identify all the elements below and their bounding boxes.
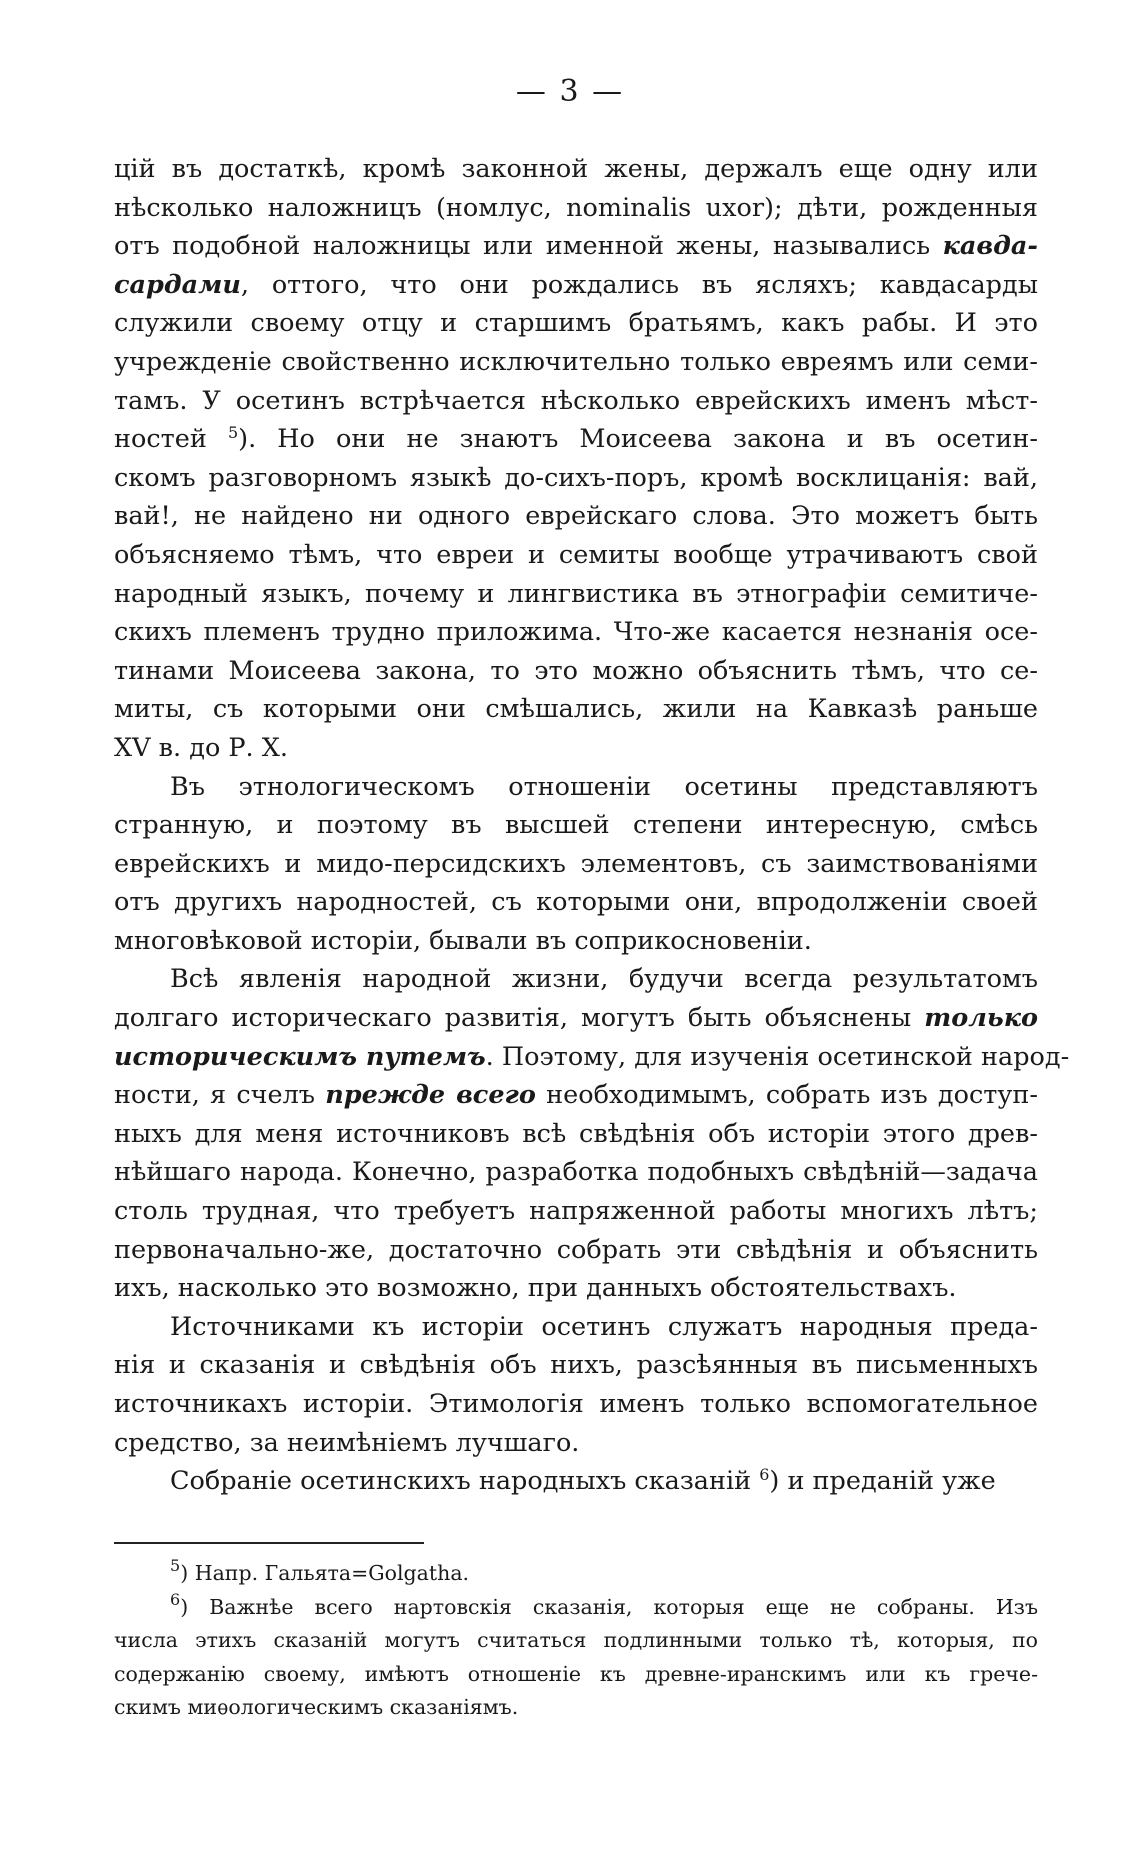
text-line [114,1269,1038,1308]
text-segment: Всѣ явленія народной жизни, будучи всегда результатомъ [170,964,1038,995]
footnote [114,1557,1038,1591]
text-segment: числа этихъ сказаній могутъ считаться подлинными только тѣ, которыя, по [114,1628,1038,1652]
text-segment: содержанію своему, имѣютъ отношеніе къ древне-иранскимъ или къ грече- [114,1661,1038,1686]
text-line [114,922,1038,961]
text-segment: вай!, не найдено ни одного еврейскаго слова. Это можетъ быть [114,501,1038,532]
emphasis-text: только [924,1003,1038,1034]
text-segment: XV в. до Р. X. [114,732,289,763]
text-segment: средство, за неимѣніемъ лучшаго. [114,1427,580,1458]
text-line [114,343,1038,382]
text-line [114,536,1038,575]
emphasis-text: прежде всего [325,1080,536,1111]
text-segment: ныхъ для меня источниковъ всѣ свѣдѣнія объ исторіи этого древ- [114,1118,1038,1149]
text-segment: первоначально-же, достаточно собрать эти свѣдѣнія и объяснить [114,1234,1038,1265]
text-line [114,1038,1070,1077]
text-line [114,227,1038,266]
text-line [114,999,1038,1038]
text-line [114,613,1038,652]
text-line [114,960,1038,999]
emphasis-text: кавда- [942,231,1038,262]
text-line [114,150,1038,189]
text-segment: необходимымъ, собрать изъ доступ- [535,1080,1038,1111]
footnotes [114,1557,1038,1725]
text-line [114,1153,1038,1192]
text-line [114,420,1038,459]
footnote-ref: 5 [227,423,239,443]
page-number: — 3 — [515,74,625,109]
text-line [114,266,1038,305]
text-line [114,1624,1038,1658]
text-line [114,189,1038,228]
text-line [114,768,1038,807]
text-segment: Источниками къ исторіи осетинъ служатъ народныя преда- [170,1311,1038,1342]
footnote [114,1591,1038,1725]
text-segment: тинами Моисеева закона, то это можно объяснить тѣмъ, что се- [114,655,1038,686]
footnote-ref: 6 [170,1589,181,1609]
text-segment: столь трудная, что требуетъ напряженной работы многихъ лѣтъ; [114,1196,1038,1227]
text-segment: ихъ, насколько это возможно, при данныхъ обстоятельствахъ. [114,1273,957,1304]
text-line [114,575,1038,614]
footnote-ref: 6 [759,1465,770,1485]
text-line [114,1192,1038,1231]
text-segment: ) и преданій уже [769,1466,996,1497]
paragraph [114,1462,1038,1501]
text-line [114,652,1038,691]
text-line [114,883,1038,922]
text-line [114,382,1038,421]
paragraph [114,768,1038,961]
footnote-ref: 5 [170,1556,181,1575]
text-segment: скимъ миѳологическимъ сказаніямъ. [114,1695,519,1719]
text-line [114,459,1038,498]
text-segment: источникахъ исторіи. Этимологія именъ только вспомогательное [114,1389,1038,1419]
text-line [114,1424,1038,1463]
text-segment: миты, съ которыми они смѣшались, жили на Кавказѣ раньше [114,694,1038,725]
text-line [114,806,1038,845]
text-line [114,1346,1038,1385]
text-segment: долгаго историческаго развитія, могутъ быть объяснены [114,1003,925,1034]
text-segment: ). Но они не знаютъ Моисеева закона и въ осетин- [238,424,1038,455]
text-segment: нія и сказанія и свѣдѣнія объ нихъ, разсѣянныя въ письменныхъ [114,1350,1038,1381]
emphasis-text: сардами [114,269,241,300]
text-line [114,1591,1038,1625]
text-line [114,1385,1038,1424]
text-segment: нѣсколько наложницъ (номлус, nominalis uxor); дѣти, рожденныя [114,192,1038,223]
text-line [114,729,1038,768]
text-segment: еврейскихъ и мидо-персидскихъ элементовъ, съ заимствованіями [114,848,1038,879]
text-segment: . Поэтому, для изученія осетинской народ- [485,1041,1070,1072]
text-segment: цій въ достаткѣ, кромѣ законной жены, держалъ еще одну или [114,154,1038,184]
text-segment: служили своему отцу и старшимъ братьямъ, какъ рабы. И это [114,308,1038,339]
text-segment: ностей [114,424,228,455]
emphasis-text: историческимъ путемъ [114,1041,486,1072]
paragraph [114,150,1038,768]
text-line [114,1231,1038,1270]
text-segment: ) Напр. Гальята=Golgatha. [180,1561,470,1585]
text-segment: отъ другихъ народностей, съ которыми они, впродолженіи своей [114,887,1038,918]
text-segment: объясняемо тѣмъ, что евреи и семиты вообще утрачиваютъ свой [114,539,1038,570]
text-segment: скомъ разговорномъ языкѣ до-сихъ-поръ, кромѣ восклицанія: вай, [114,462,1038,493]
text-segment: отъ подобной наложницы или именной жены, назывались [114,231,943,262]
text-segment: нѣйшаго народа. Конечно, разработка подобныхъ свѣдѣній—задача [114,1157,1038,1188]
text-line [114,1076,1038,1115]
text-segment: , оттого, что они рождались въ ясляхъ; кавдасарды [240,269,1038,300]
text-segment: народный языкъ, почему и лингвистика въ этнографіи семитиче- [114,578,1038,609]
footnote-divider [114,1542,424,1544]
text-segment: ности, я счелъ [114,1080,326,1111]
paragraph [114,960,1070,1307]
text-segment: скихъ племенъ трудно приложима. Что-же касается незнанія осе- [114,617,1038,648]
text-line [114,1308,1038,1347]
paragraph [114,1308,1038,1462]
text-line [114,1658,1038,1692]
text-line [114,845,1038,884]
text-line [114,1557,1038,1591]
text-segment: странную, и поэтому въ высшей степени интересную, смѣсь [114,810,1038,841]
text-segment: Въ этнологическомъ отношеніи осетины представляютъ [170,771,1038,802]
text-segment: Собраніе осетинскихъ народныхъ сказаній [170,1466,760,1497]
text-segment: ) Важнѣе всего нартовскія сказанія, которыя еще не собраны. Изъ [180,1594,1038,1619]
text-line [114,1115,1038,1154]
text-line [114,690,1038,729]
text-segment: тамъ. У осетинъ встрѣчается нѣсколько еврейскихъ именъ мѣст- [114,385,1038,416]
main-text [114,150,1070,1501]
text-line [114,1462,1038,1501]
text-line [114,1691,1038,1725]
text-line [114,497,1038,536]
text-segment: многовѣковой исторіи, бывали въ соприкосновеніи. [114,925,812,956]
text-segment: учрежденіе свойственно исключительно только евреямъ или семи- [114,346,1038,377]
text-line [114,304,1038,343]
